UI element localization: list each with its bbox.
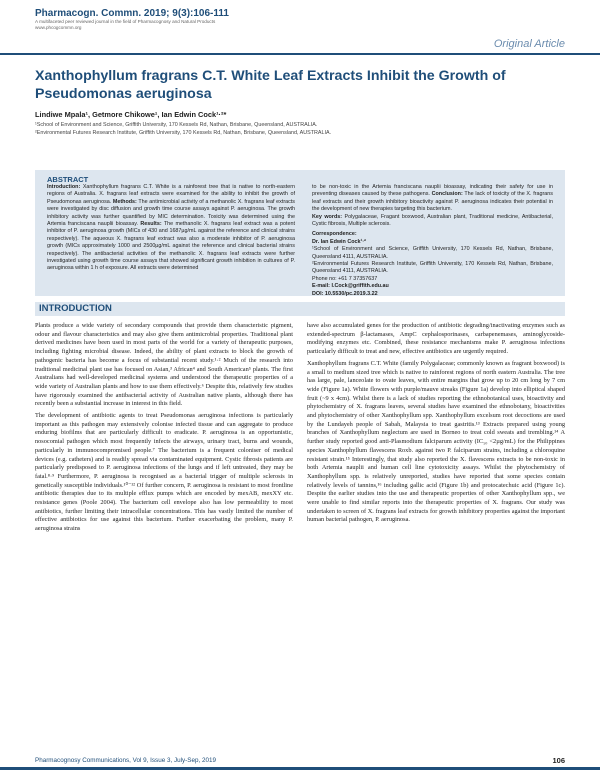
abstract-box	[35, 170, 565, 296]
results-text: The methanolic X. fragrans leaf extract was a potent inhibitor of P. aeruginosa growth (MICs of 430 and 1687µg/mL against the reference and clinical strains respectively). The aqueous X. fragrans leaf extract was also a moderate inhibitor of P. aeruginosa growth (MICs approximately 1000 and 2500µg/mL against the reference and clinical bacterial strains respectively). The antibacterial activities of the methanolic X. fragrans leaf extracts were further investigated using growth time course assays that showed significant growth inhibition in cultures of P. aeruginosa within 1 h of exposure. All extracts were determined	[47, 221, 295, 272]
correspondence-affiliation-1: ¹School of Environment and Science, Griffith University, 170 Kessels Rd, Nathan, Brisbane, Queensland 4111, AUSTRALIA.	[312, 246, 553, 260]
article-doi[interactable]: DOI: 10.5530/pc.2019.3.22	[312, 290, 378, 297]
keywords-text: Polygalaceae, Fragant boxwood, Australian plant, Traditional medicine, Antibacterial, Cystic fibrosis, Multiple sclerosis.	[312, 213, 554, 228]
header-rule	[0, 53, 600, 55]
conclusion-label: Conclusion:	[431, 191, 463, 198]
paragraph: Plants produce a wide variety of secondary compounds that provide them characteristic pigment, odour and flavour characteristics and may also give them antimicrobial properties. Traditional plant derived medicines have been used in most parts of the world for a variety of therapeutic purposes, including fighting microbial disease. Indeed, the ability of plant extracts to block the growth of pathogenic bacteria has become a focus of substantial recent study.¹·² Much of the research into traditional medicinal plant use has focused on Asian,³ African⁴ and South American⁵ plants. The first Australians had well-developed medicinal systems and understood the therapeutic properties of a wide variety of Australian plants and how to use them effectively.⁶ Despite this, relatively few studies have rigorously examined the antibacterial activity of Australian native plants, although there has recently been a substantial increase in interest in this field.	[35, 322, 293, 408]
journal-citation: Pharmacogn. Commn. 2019; 9(3):106-111	[35, 8, 229, 19]
correspondence-email[interactable]: E-mail: I.Cock@griffith.edu.au	[312, 283, 389, 290]
abstract-heading: ABSTRACT	[47, 175, 89, 184]
keywords-label: Key words:	[312, 213, 343, 220]
paragraph: The development of antibiotic agents to treat Pseudomonas aeruginosa infections is particularly important as this pathogen may extensively colonise infected tissue and can aggregate to produce enduring biofilms that are particularly difficult to eradicate. P. aeruginosa is an opportunistic, nosocomial pathogen which most frequently infects the airways, urinary tract, burns and wounds, particularly in immunocompromised people.⁷ The bacterium is a frequent coloniser of medical devices (e.g. catheters) and is readily spread via contaminated equipment. Cystic fibrosis patients are particularly predisposed to P. aeruginosa infections of the lungs and if left untreated, they may be fatal.⁸·⁹ Furthermore, P. aeruginosa is recognised as a bacterial trigger of multiple sclerosis in genetically susceptible individuals.¹⁰⁻¹² Of further concern, P. aeruginosa is resistant to most frontline antibiotic therapies due to its multiple efflux pumps which are encoded by mexAB, mexXY etc. resistance genes (Poole 2004). The bacterium cell envelope also has low permeability to most antibiotics, further limiting their intracellular concentrations. This has vastly limited the number of effective antibiotics for use against this bacterium. Further exacerbating the problem, many P. aeruginosa strains	[35, 412, 293, 533]
conclusion-text: The lack of toxicity of the X. fragrans leaf extracts and their growth inhibitory bioactivity against P. aeruginosa indicates their potential in the development of new therapies targeting this bacterium.	[312, 191, 553, 213]
footer-rule	[0, 767, 600, 770]
body-left-column	[35, 322, 293, 537]
paragraph: have also accumulated genes for the production of antibiotic degrading/inactivating enzymes such as extended-spectrum β-lactamases, AmpC cephalosporinases, carbapenemases, aminoglycoside-modifying enzymes etc. Combined, these resistance mechanisms make P. aeruginosa infections particularly difficult to treat and new, effective antibiotics are urgently required.	[307, 322, 565, 356]
introduction-heading-bar	[35, 302, 565, 316]
results-continued: to be non-toxic in the Artemia franciscana nauplii bioassay, indicating their safety for use in preventing diseases caused by these pathogens.	[312, 184, 553, 198]
correspondence-phone: Phone no: +61 7 37357637	[312, 275, 378, 282]
affiliation-2: ²Environmental Futures Research Institute, Griffith University, 170 Kessels Rd, Nathan, Brisbane, Queensland, AUSTRALIA.	[35, 130, 332, 136]
page-footer	[35, 757, 565, 764]
page-number: 106	[552, 756, 565, 765]
affiliation-1: ¹School of Environment and Science, Griffith University, 170 Kessels Rd, Nathan, Brisbane, Queensland, AUSTRALIA.	[35, 122, 318, 128]
abstract-right-column	[312, 184, 553, 298]
footer-journal: Pharmacognosy Communications, Vol 9, Issue 3, July-Sep, 2019	[35, 757, 216, 764]
intro-label: Introduction:	[47, 184, 81, 190]
paragraph: Xanthophyllum fragrans C.T. White (family Polygalaceae; commonly known as fragrant boxwood) is a small to medium sized tree which is native to rainforest regions of north eastern Australia. The tree has large, pale, lanceolate to ovate leaves, with entire margins that grow up to 20 cm long by 7 cm wide (Figure 1a). White flowers with purple/mauve streaks (Figure 1a) develop into elliptical shaped fruit (~9 x 4cm). Whilst there is a lack of studies reporting the ethnobotanical uses, bioactivity and phytochemistry of X. fragrans leaves, several studies have examined the ethnobotany, bioactivities and phytochemistry of other Xanthophyllum spp. Xanthophyllum excelsum root decoctions are used by the Lundayeh people of Sabah, Malaysia to treat gastritis.¹³ Extracts prepared using young branches of Xanthophyllum neglectum are used in Borneo to treat cold sweats and trembling.¹⁴ A further study reported good anti-Plasmodium falciparum activity (IC₅₀ <2µg/mL) for the Philippines species Xanthophyllum flavescens Roxb. against two P. falciparum strains, including a chloroquine resistant strain.¹⁵ Interestingly, that study also reported the X. flavescens extracts to be non-toxic in both Artemia nauplii and human cell line cytotoxicity assays. Whilst the phytochemistry of Xanthophyllum spp. is relatively unreported, studies have reported that some species contain relatively levels of tannins,¹⁶ including gallic acid (Figure 1b) and protocatechuic acid (Figure 1c). Despite the earlier studies into the use and therapeutic properties of other Xanthophyllum spp., we were unable to find similar reports into the therapeutic properties of X. fragrans. Our study was undertaken to screen of X. fragrans leaf extracts for growth inhibitory properties against the important human bacterial pathogen, P. aeruginosa.	[307, 359, 565, 524]
journal-tagline: A multifaceted peer reviewed journal in the field of Pharmacognosy and Natural Products	[35, 19, 216, 24]
correspondence-affiliation-2: ²Environmental Futures Research Institute, Griffith University, 170 Kessels Rd, Nathan, Brisbane, Queensland 4111, AUSTRALIA.	[312, 261, 553, 275]
intro-text: Xanthophyllum fragrans C.T. White is a rainforest tree that is native to north-eastern regions of Australia. X. fragrans leaf extracts were examined for the ability to inhibit the growth of Pseudomonas aeruginosa.	[47, 184, 295, 205]
journal-website[interactable]: www.phcogcommn.org	[35, 25, 82, 30]
results-label: Results:	[140, 221, 162, 228]
correspondence-name: Dr. Ian Edwin Cock¹·²	[312, 238, 366, 245]
correspondence-label: Correspondence:	[312, 231, 357, 238]
methods-label: Methods:	[112, 198, 137, 205]
journal-header	[35, 8, 565, 31]
abstract-left-column	[47, 184, 295, 273]
article-type: Original Article	[493, 38, 565, 50]
body-right-column	[307, 322, 565, 528]
author-list: Lindiwe Mpala¹, Getmore Chikowe¹, Ian Edwin Cock¹·²*	[35, 110, 227, 119]
introduction-heading: INTRODUCTION	[39, 303, 112, 314]
article-title: Xanthophyllum fragrans C.T. White Leaf Extracts Inhibit the Growth of Pseudomonas aeruginosa	[35, 68, 506, 102]
methods-text: The antimicrobial activity of a methanolic X. fragrans leaf extracts were investigated by disc diffusion and growth time course assays against P. aeruginosa. The growth inhibitory activity was further quantified by MIC determination. Toxicity was determined using the Artemia franciscana nauplii bioassay.	[47, 198, 296, 228]
